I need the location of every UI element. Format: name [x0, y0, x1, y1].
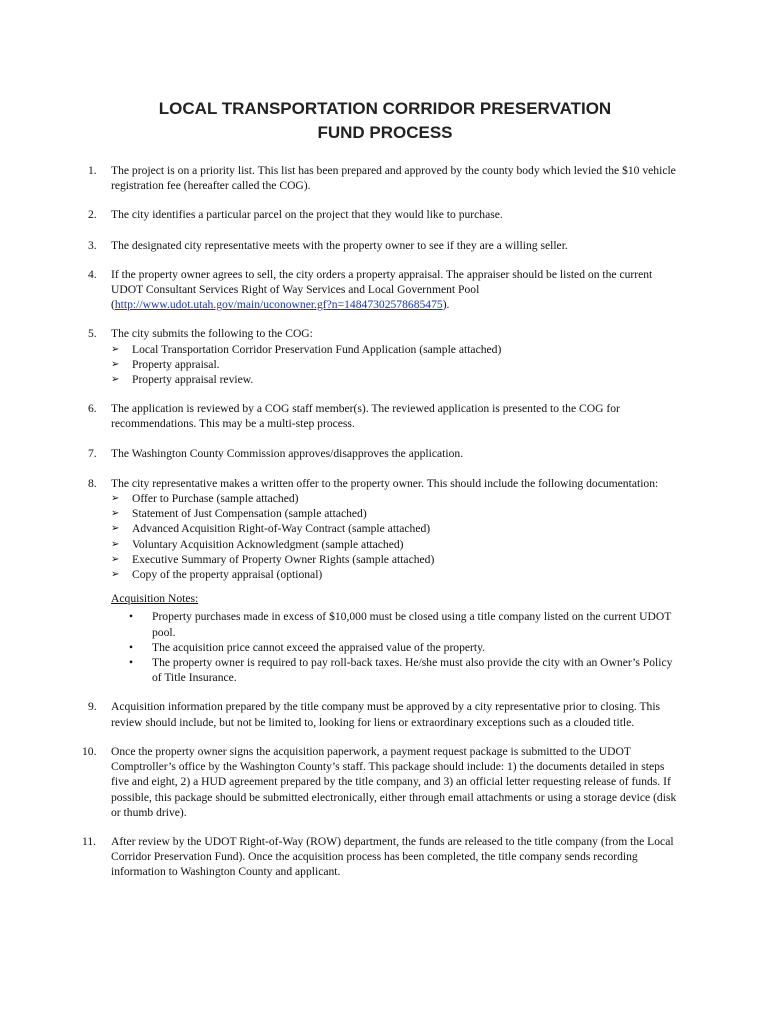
- list-item-text: Property appraisal.: [132, 357, 220, 371]
- list-item-text: Property appraisal review.: [132, 373, 254, 387]
- arrow-bullet-icon: ➢: [111, 553, 120, 565]
- bullet-icon: •: [129, 640, 134, 654]
- link-paren-close: ).: [442, 298, 450, 312]
- list-item: [111, 491, 684, 506]
- list-item-text: Local Transportation Corridor Preservation Fund Application (sample attached): [132, 342, 502, 356]
- list-item: [111, 552, 684, 567]
- udot-consultant-link[interactable]: http://www.udot.utah.gov/main/uconowner.gf?n=14847302578685475: [114, 298, 443, 312]
- step-4: [0, 267, 770, 313]
- step-text-body: If the property owner agrees to sell, the city orders a property appraisal. The appraiser should be listed on the current UDOT Consultant Services Right of Way Services and Local Government Pool: [111, 267, 653, 297]
- step-2: [0, 207, 770, 222]
- step-text: The Washington County Commission approves/disapproves the application.: [111, 446, 464, 460]
- step-number: 1.: [88, 164, 97, 177]
- list-item: [111, 609, 684, 639]
- acquisition-notes-heading: Acquisition Notes:: [111, 592, 199, 606]
- step-11: [0, 834, 770, 880]
- step-text: The city submits the following to the COG:: [111, 327, 313, 341]
- list-item: [111, 521, 684, 536]
- step-number: 2.: [88, 208, 97, 222]
- submission-list: [111, 342, 684, 388]
- list-item-text: Offer to Purchase (sample attached): [132, 492, 299, 506]
- step-10: [0, 744, 770, 820]
- step-5: [0, 326, 770, 387]
- process-steps: [0, 163, 770, 880]
- step-number: 7.: [88, 446, 97, 460]
- step-text: [111, 267, 684, 313]
- bullet-icon: •: [129, 610, 134, 624]
- arrow-bullet-icon: ➢: [111, 343, 120, 355]
- step-number: 8.: [88, 476, 97, 490]
- step-text: After review by the UDOT Right-of-Way (ROW) department, the funds are released to the title company (from the Local Corridor Preservation Fund). Once the acquisition process has been completed, the title company sends recording information to Washington County and applicant.: [111, 834, 674, 879]
- list-item: [111, 567, 684, 582]
- list-item-text: Statement of Just Compensation (sample attached): [132, 507, 367, 521]
- list-item-text: Property purchases made in excess of $10,000 must be closed using a title company listed on the current UDOT pool.: [152, 610, 672, 639]
- step-number: 4.: [88, 267, 97, 281]
- arrow-bullet-icon: ➢: [111, 508, 120, 520]
- step-8: [0, 476, 770, 686]
- documentation-list: [111, 491, 684, 582]
- arrow-bullet-icon: ➢: [111, 358, 120, 370]
- list-item: [111, 537, 684, 552]
- list-item: [111, 357, 684, 372]
- list-item-text: The acquisition price cannot exceed the appraised value of the property.: [152, 640, 486, 654]
- step-number: 11.: [82, 834, 97, 848]
- title-line-2: FUND PROCESS: [317, 123, 453, 142]
- list-item: [111, 372, 684, 387]
- list-item: [111, 655, 684, 685]
- step-text: The application is reviewed by a COG staff member(s). The reviewed application is presented to the COG for recommendations. This may be a multi-step process.: [111, 402, 620, 431]
- page-title: [0, 97, 770, 145]
- step-number: 3.: [88, 238, 97, 252]
- list-item-text: Advanced Acquisition Right-of-Way Contract (sample attached): [132, 522, 431, 536]
- list-item: [111, 640, 684, 655]
- arrow-bullet-icon: ➢: [111, 493, 120, 505]
- step-9: [0, 699, 770, 729]
- arrow-bullet-icon: ➢: [111, 569, 120, 581]
- list-item-text: The property owner is required to pay roll-back taxes. He/she must also provide the city with an Owner’s Policy of Title Insurance.: [152, 656, 673, 685]
- list-item-text: Executive Summary of Property Owner Rights (sample attached): [132, 552, 435, 566]
- bullet-icon: •: [129, 656, 134, 670]
- step-7: [0, 446, 770, 461]
- list-item: [111, 506, 684, 521]
- list-item: [111, 342, 684, 357]
- title-line-1: LOCAL TRANSPORTATION CORRIDOR PRESERVATION: [158, 99, 612, 118]
- step-text: The city identifies a particular parcel on the project that they would like to purchase.: [111, 208, 503, 222]
- list-item-text: Voluntary Acquisition Acknowledgment (sample attached): [132, 537, 404, 551]
- step-1: [0, 163, 770, 193]
- link-paren-open: (: [111, 298, 115, 312]
- arrow-bullet-icon: ➢: [111, 523, 120, 535]
- step-6: [0, 401, 770, 431]
- step-text: The city representative makes a written offer to the property owner. This should include the following documentation:: [111, 476, 659, 490]
- acquisition-notes-list: [111, 609, 684, 685]
- step-text: The project is on a priority list. This list has been prepared and approved by the county body which levied the $10 vehicle registration fee (hereafter called the COG).: [111, 164, 676, 193]
- step-number: 5.: [88, 327, 97, 341]
- step-text: Once the property owner signs the acquisition paperwork, a payment request package is submitted to the UDOT Comptroller’s office by the Washington County’s staff. This package should include: 1) the documents detailed in steps five and eight, 2) a HUD agreement prepared by the title company, and 3) an official letter requesting release of funds. If possible, this package should be submitted electronically, either through email attachments or using a storage device (disk or thumb drive).: [111, 744, 677, 819]
- step-number: 9.: [88, 700, 97, 714]
- step-text: Acquisition information prepared by the title company must be approved by a city representative prior to closing. This review should include, but not be limited to, looking for liens or extraordinary exceptions such as a clouded title.: [111, 700, 661, 729]
- arrow-bullet-icon: ➢: [111, 374, 120, 386]
- step-number: 6.: [88, 402, 97, 416]
- step-number: 10.: [82, 744, 97, 758]
- list-item-text: Copy of the property appraisal (optional): [132, 568, 323, 582]
- step-3: [0, 238, 770, 253]
- step-text: The designated city representative meets with the property owner to see if they are a willing seller.: [111, 238, 568, 252]
- arrow-bullet-icon: ➢: [111, 538, 120, 550]
